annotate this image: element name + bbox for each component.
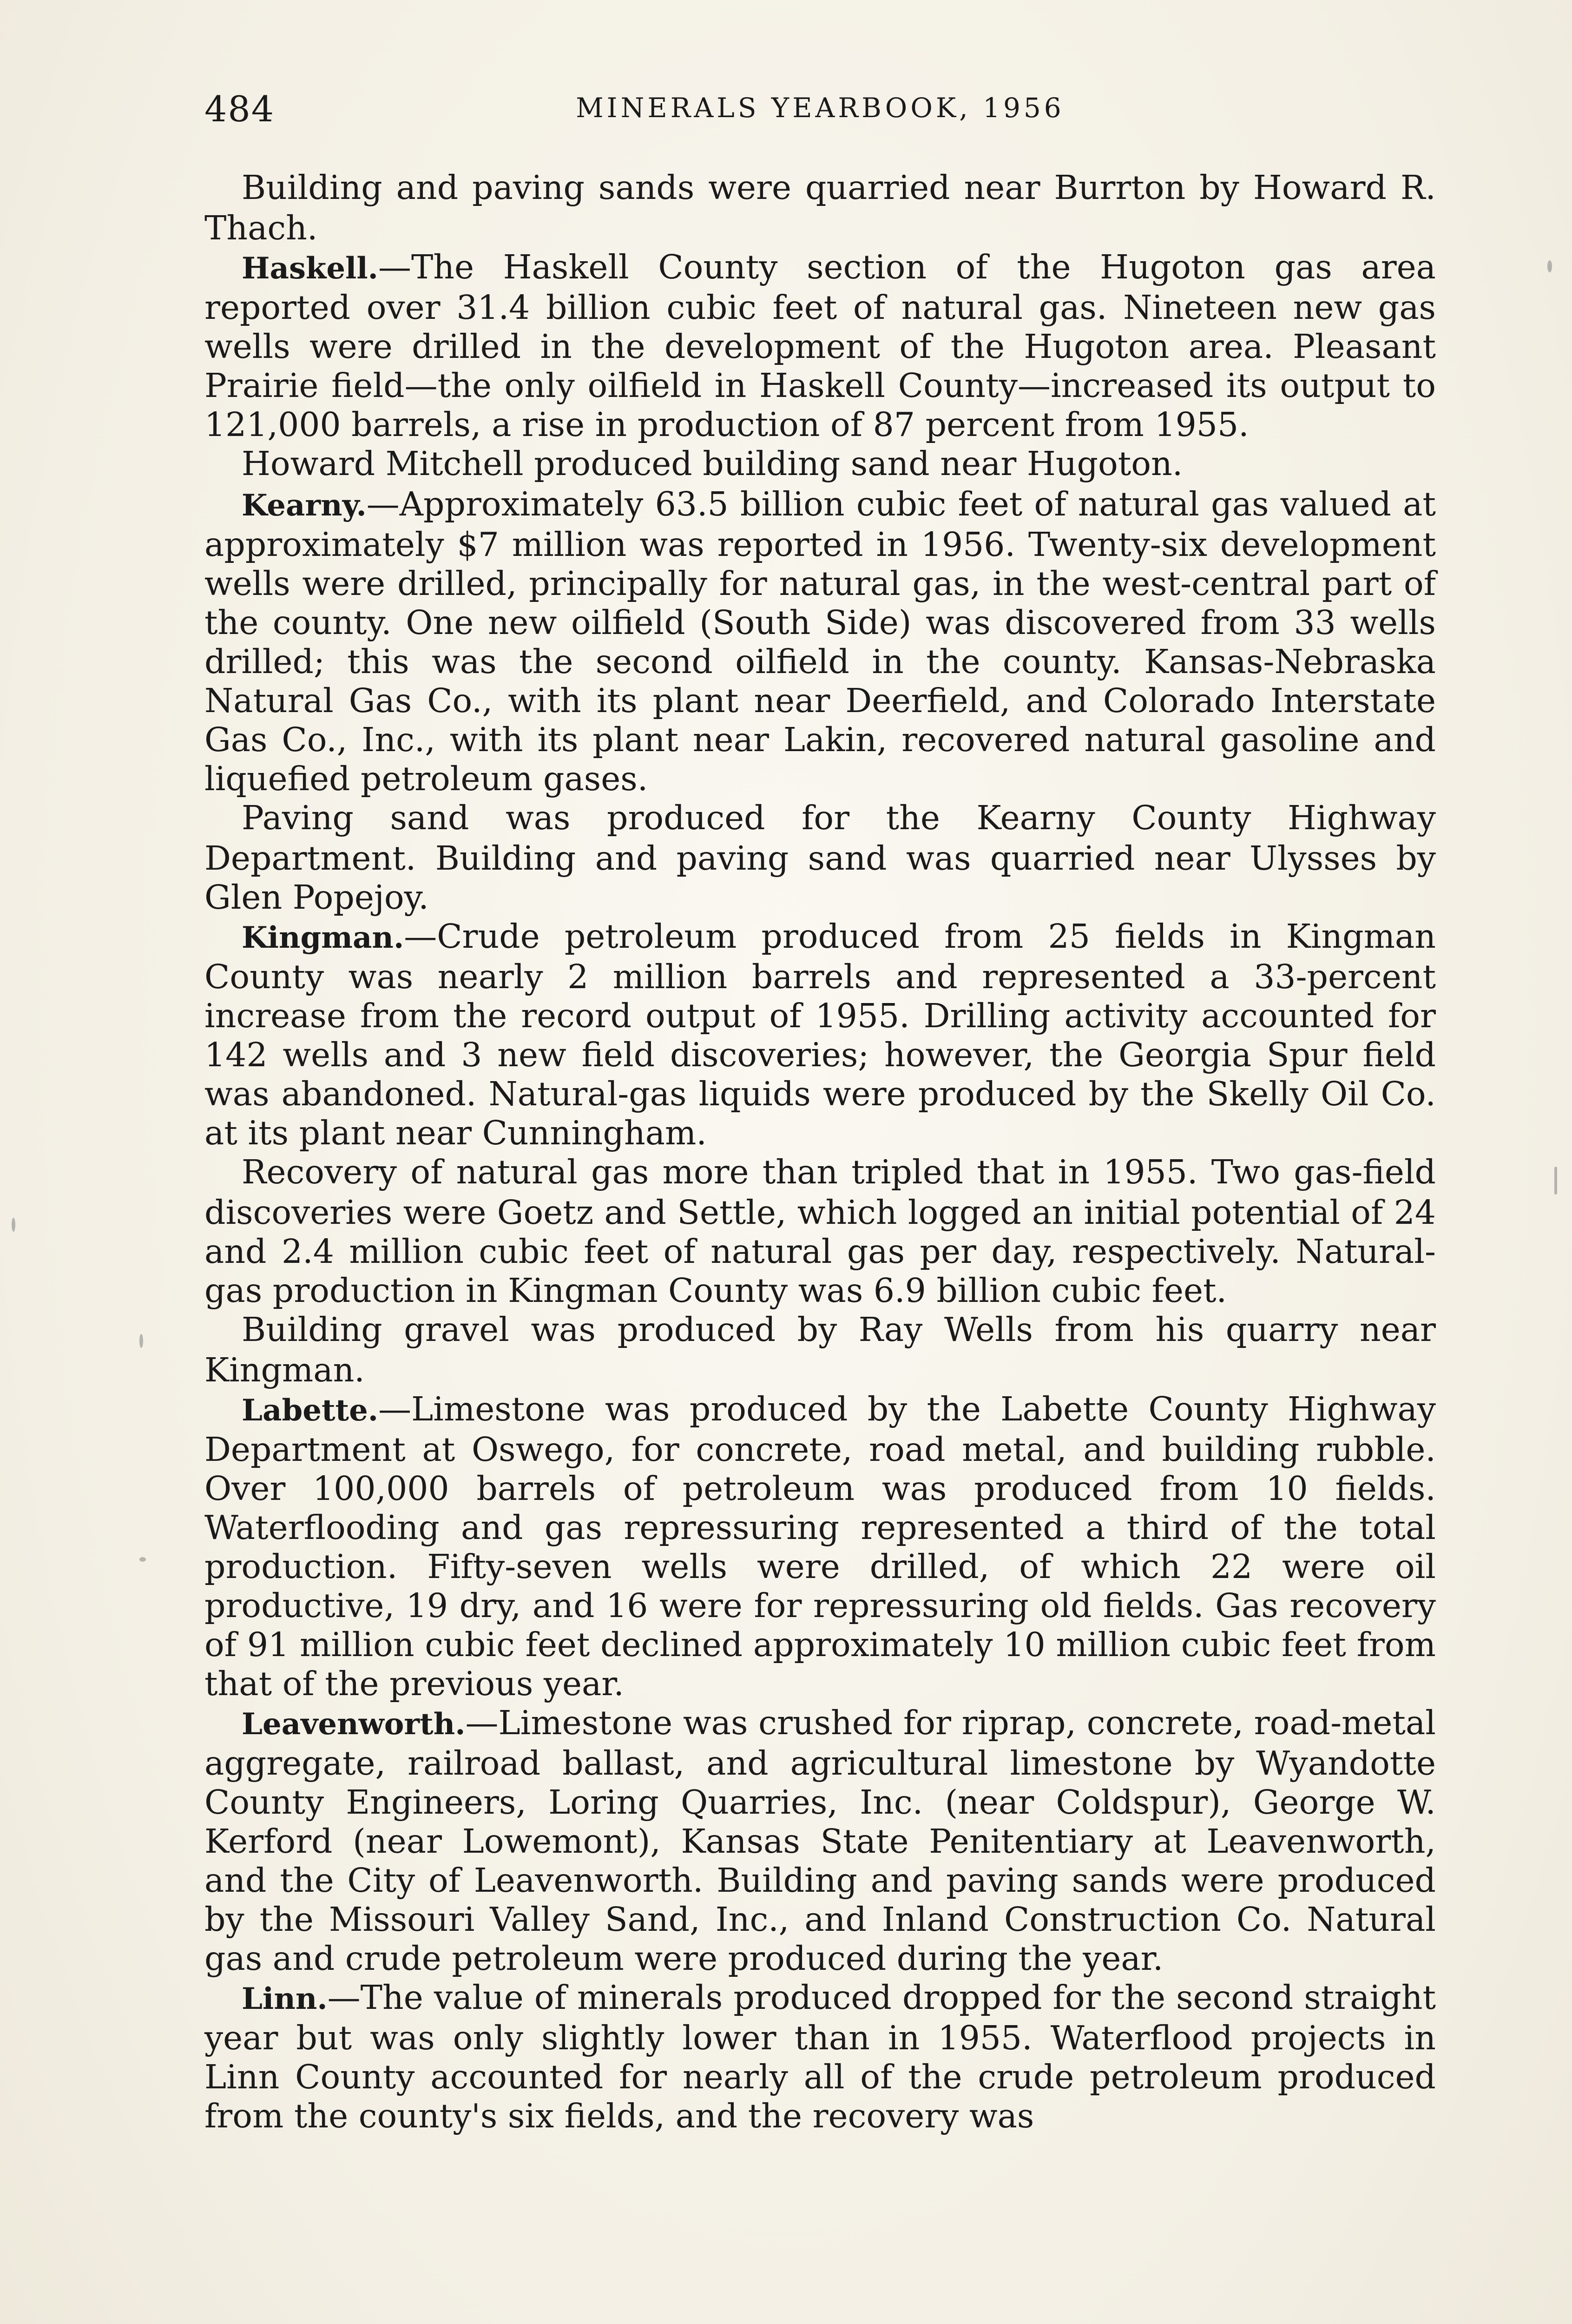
paragraph (204, 444, 1436, 485)
paragraph-text: —The Haskell County section of the Hugoton gas area reported over 31.4 billion cubic feet of natural gas. Nineteen new gas wells were drilled in the development of the Hugoton area. Pleasant Prairie field—the only oilfield in Haskell County—increased its output to 121,000 barrels, a rise in production of 87 percent from 1955. (204, 248, 1436, 444)
body-text (204, 168, 1436, 2136)
paragraph (204, 1390, 1436, 1703)
county-heading: Labette. (242, 1393, 379, 1428)
paragraph (204, 917, 1436, 1153)
paragraph-text: —Approximately 63.5 billion cubic feet of natural gas valued at approximately $7 million was reported in 1956. Twenty-six development wells were drilled, principally for natural gas, in the west-central part of the county. One new oilfield (South Side) was discovered from 33 wells drilled; this was the second oilfield in the county. Kansas-Nebraska Natural Gas Co., with its plant near Deerfield, and Colorado Interstate Gas Co., Inc., with its plant near Lakin, recovered natural gasoline and liquefied petroleum gases. (204, 485, 1436, 798)
paragraph (204, 168, 1436, 248)
paragraph (204, 1153, 1436, 1310)
paragraph (204, 1310, 1436, 1390)
paragraph-text: Howard Mitchell produced building sand near Hugoton. (242, 444, 1183, 483)
running-head (204, 88, 1436, 130)
scan-speck (139, 1557, 146, 1562)
paragraph-text: —Limestone was produced by the Labette County Highway Department at Oswego, for concrete, road metal, and building rubble. Over 100,000 barrels of petroleum was produced from 10 fields. Waterflooding and gas repressuring represented a third of the total production. Fifty-seven wells were drilled, of which 22 were oil productive, 19 dry, and 16 were for repressuring old fields. Gas recovery of 91 million cubic feet declined approximately 10 million cubic feet from that of the previous year. (204, 1390, 1436, 1703)
paragraph (204, 799, 1436, 917)
scan-speck (1547, 260, 1552, 272)
paragraph (204, 248, 1436, 444)
scan-speck (12, 1218, 15, 1232)
paragraph-text: Building and paving sands were quarried near Burrton by Howard R. Thach. (204, 168, 1436, 247)
county-heading: Kearny. (242, 488, 367, 523)
scan-speck (1554, 1167, 1557, 1195)
county-heading: Kingman. (242, 920, 404, 955)
paragraph-text: —The value of minerals produced dropped for the second straight year but was only slightly lower than in 1955. Waterflood projects in Linn County accounted for nearly all of the crude petroleum produced from the county's six fields, and the recovery was (204, 1978, 1436, 2135)
paragraph (204, 1703, 1436, 1978)
paragraph-text: Building gravel was produced by Ray Wells from his quarry near Kingman. (204, 1310, 1436, 1389)
paragraph-text: —Limestone was crushed for riprap, concrete, road-metal aggregate, railroad ballast, and agricultural limestone by Wyandotte County Engineers, Loring Quarries, Inc. (near Coldspur), George W. Kerford (near Lowemont), Kansas State Penitentiary at Leavenworth, and the City of Leavenworth. Building and paving sands were produced by the Missouri Valley Sand, Inc., and Inland Construction Co. Natural gas and crude petroleum were produced during the year. (204, 1703, 1436, 1978)
paragraph (204, 485, 1436, 799)
county-heading: Linn. (242, 1981, 328, 2016)
running-title: MINERALS YEARBOOK, 1956 (576, 92, 1065, 124)
paragraph-text: —Crude petroleum produced from 25 fields in Kingman County was nearly 2 million barrels and represented a 33-percent increase from the record output of 1955. Drilling activity accounted for 142 wells and 3 new field discoveries; however, the Georgia Spur field was abandoned. Natural-gas liquids were produced by the Skelly Oil Co. at its plant near Cunningham. (204, 917, 1436, 1152)
page-number: 484 (204, 88, 275, 130)
paragraph (204, 1978, 1436, 2136)
paragraph-text: Paving sand was produced for the Kearny County Highway Department. Building and paving sand was quarried near Ulysses by Glen Popejoy. (204, 799, 1436, 917)
scan-speck (139, 1334, 143, 1348)
paragraph-text: Recovery of natural gas more than tripled that in 1955. Two gas-field discoveries were Goetz and Settle, which logged an initial potential of 24 and 2.4 million cubic feet of natural gas per day, respectively. Natural-gas production in Kingman County was 6.9 billion cubic feet. (204, 1153, 1436, 1310)
county-heading: Leavenworth. (242, 1707, 466, 1742)
county-heading: Haskell. (242, 251, 378, 286)
